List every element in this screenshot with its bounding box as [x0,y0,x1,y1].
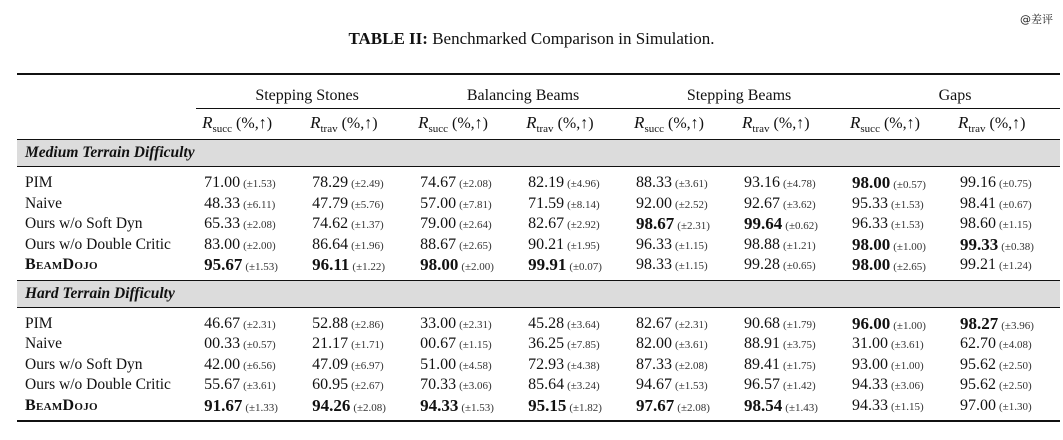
group-header: Gaps [844,75,1060,109]
cell-std: (±1.71) [351,339,384,352]
cell-std: (±2.08) [677,401,710,414]
cell-std: (±3.06) [891,380,924,393]
group-header: Stepping Stones [196,75,412,109]
cell-std: (±2.50) [999,380,1032,393]
cell-value: 82.19 [528,174,565,192]
cell-value: 88.91 [744,335,781,353]
table-cell [412,235,520,256]
table-cell [736,167,844,194]
method-header [17,75,196,109]
cell-value: 36.25 [528,335,565,353]
cell-value: 47.09 [312,355,349,373]
table-cell [196,375,304,396]
cell-std: (±3.06) [459,380,492,393]
table-cell [304,255,412,280]
cell-std: (±1.53) [461,401,494,414]
table-cell [628,214,736,235]
cell-value: 70.33 [420,376,457,394]
metric-header-row [17,109,1060,140]
cell-value: 82.00 [636,335,673,353]
table-cell [736,355,844,376]
cell-std: (±4.08) [999,339,1032,352]
cell-std: (±2.31) [459,318,492,331]
cell-value: 92.67 [744,194,781,212]
cell-value: 99.91 [528,255,567,275]
cell-value: 97.00 [960,396,996,414]
cell-std: (±0.38) [1001,240,1034,253]
cell-std: (±3.61) [243,380,276,393]
table-cell [412,355,520,376]
cell-value: 94.26 [312,395,351,415]
table-cell [628,396,736,422]
table-cell [952,255,1060,280]
cell-std: (±0.57) [893,179,926,192]
cell-value: 72.93 [528,355,565,373]
metric-header: $R_{trav}$ (%,↑) [526,112,594,136]
cell-value: 31.00 [852,335,889,353]
table-cell [412,167,520,194]
table-cell [628,194,736,215]
cell-std: (±3.75) [783,339,816,352]
cell-value: 47.79 [312,194,349,212]
cell-std: (±2.00) [243,239,276,252]
table-row [17,375,1060,396]
cell-std: (±6.11) [243,198,276,211]
cell-value: 95.62 [960,376,996,394]
method-name: Ours w/o Double Critic [25,376,171,394]
cell-std: (±1.30) [999,400,1032,413]
cell-value: 88.33 [636,174,673,192]
cell-std: (±3.64) [567,318,600,331]
cell-value: 98.00 [420,255,459,275]
cell-std: (±4.96) [567,178,600,191]
cell-std: (±3.61) [891,339,924,352]
cell-value: 00.33 [204,335,241,353]
cell-value: 45.28 [528,314,565,332]
table-cell [844,255,952,280]
cell-value: 33.00 [420,314,457,332]
table-cell [520,235,628,256]
method-name: Ours w/o Soft Dyn [25,355,143,373]
cell-value: 96.00 [852,313,891,333]
table-cell [304,194,412,215]
cell-value: 78.29 [312,174,349,192]
cell-std: (±3.96) [1001,319,1034,332]
cell-std: (±1.75) [783,359,816,372]
table-cell [844,194,952,215]
cell-std: (±1.21) [783,239,816,252]
cell-value: 95.62 [960,355,996,373]
cell-std: (±0.07) [569,261,602,274]
cell-value: 98.00 [852,234,891,254]
table-cell [412,396,520,422]
cell-value: 83.00 [204,235,241,253]
cell-std: (±2.65) [893,261,926,274]
cell-std: (±2.08) [675,359,708,372]
table-row [17,194,1060,215]
metric-header: $R_{succ}$ (%,↑) [634,112,704,136]
table-cell [520,255,628,280]
cell-value: 98.88 [744,235,781,253]
cell-value: 87.33 [636,355,673,373]
table-cell [736,255,844,280]
section-header [17,140,1060,167]
cell-value: 99.16 [960,174,996,192]
cell-std: (±6.97) [351,359,384,372]
table-cell [196,194,304,215]
cell-value: 52.88 [312,314,349,332]
cell-std: (±1.24) [999,260,1032,273]
cell-std: (±6.56) [243,359,276,372]
table-cell [844,334,952,355]
table-row [17,396,1060,422]
cell-value: 98.60 [960,215,996,233]
cell-std: (±1.15) [891,400,924,413]
table-row [17,214,1060,235]
table-cell [196,308,304,335]
table-cell [304,375,412,396]
table-cell [412,334,520,355]
cell-value: 51.00 [420,355,457,373]
cell-std: (±2.00) [461,261,494,274]
method-name: PIM [25,174,53,192]
table-cell [304,167,412,194]
cell-value: 93.16 [744,174,781,192]
table-cell [520,214,628,235]
cell-std: (±1.22) [352,261,386,274]
cell-std: (±1.53) [243,178,276,191]
table-cell [412,308,520,335]
table-cell [628,308,736,335]
table-cell [952,214,1060,235]
method-name: BeamDojo [25,396,98,414]
method-name: Ours w/o Double Critic [25,235,171,253]
cell-value: 79.00 [420,215,457,233]
table-cell [196,214,304,235]
metric-header: $R_{trav}$ (%,↑) [310,112,378,136]
cell-value: 74.67 [420,174,457,192]
table-cell [520,355,628,376]
cell-std: (±1.96) [351,239,384,252]
benchmark-table [17,73,1060,422]
table-cell [628,167,736,194]
cell-value: 95.33 [852,194,889,212]
cell-std: (±4.78) [783,178,816,191]
caption-text: Benchmarked Comparison in Simulation. [432,29,715,48]
table-cell [844,167,952,194]
cell-value: 88.67 [420,235,457,253]
cell-std: (±2.08) [459,178,492,191]
cell-value: 42.00 [204,355,241,373]
group-header-row [17,75,1060,109]
cell-value: 86.64 [312,235,349,253]
table-row [17,334,1060,355]
cell-std: (±0.75) [999,178,1032,191]
cell-std: (±3.24) [567,380,600,393]
cell-value: 74.62 [312,215,349,233]
table-cell [736,194,844,215]
cell-value: 99.28 [744,256,781,274]
table-cell [304,308,412,335]
table-cell [628,235,736,256]
cell-value: 99.33 [960,234,999,254]
cell-value: 99.21 [960,256,996,274]
table-cell [844,235,952,256]
section-header [17,281,1060,308]
table-cell [844,396,952,422]
cell-std: (±1.00) [893,240,926,253]
cell-std: (±1.15) [675,239,708,252]
cell-std: (±2.31) [243,318,276,331]
cell-value: 21.17 [312,335,349,353]
cell-value: 90.68 [744,314,781,332]
bottom-rule [17,421,1060,422]
cell-std: (±7.85) [567,339,600,352]
table-cell [412,375,520,396]
cell-value: 98.00 [852,255,891,275]
cell-value: 94.33 [852,396,889,414]
cell-value: 90.21 [528,235,565,253]
table-cell [736,214,844,235]
cell-std: (±2.50) [999,359,1032,372]
cell-std: (±1.53) [675,380,708,393]
cell-std: (±1.53) [891,198,924,211]
table-cell [952,167,1060,194]
cell-value: 98.41 [960,194,996,212]
table-row [17,167,1060,194]
cell-value: 91.67 [204,395,243,415]
cell-std: (±0.67) [999,198,1032,211]
table-cell [520,308,628,335]
cell-std: (±2.52) [675,198,708,211]
cell-value: 82.67 [528,215,565,233]
table-caption [0,29,1063,49]
method-name: Ours w/o Soft Dyn [25,215,143,233]
table-cell [196,334,304,355]
section-title: Medium Terrain Difficulty [17,140,1060,167]
table-cell [628,255,736,280]
table-body [17,74,1060,422]
cell-std: (±3.62) [783,198,816,211]
cell-value: 98.67 [636,214,675,234]
caption-label: TABLE II: [348,29,428,48]
cell-std: (±2.65) [459,239,492,252]
cell-value: 97.67 [636,395,675,415]
cell-value: 98.27 [960,313,999,333]
cell-value: 98.00 [852,173,891,193]
cell-std: (±1.00) [893,319,926,332]
table-cell [196,396,304,422]
cell-std: (±1.15) [999,219,1032,232]
cell-value: 00.67 [420,335,457,353]
cell-std: (±1.43) [785,401,818,414]
cell-std: (±2.64) [459,219,492,232]
table-cell [196,235,304,256]
table-cell [736,375,844,396]
table-cell [628,355,736,376]
cell-value: 94.33 [852,376,889,394]
cell-value: 94.33 [420,395,459,415]
table-cell [952,308,1060,335]
method-name: Naive [25,194,63,212]
cell-value: 46.67 [204,314,241,332]
cell-value: 94.67 [636,376,673,394]
table-cell [952,235,1060,256]
cell-value: 98.54 [744,395,783,415]
cell-value: 96.33 [636,235,673,253]
group-header: Stepping Beams [628,75,844,109]
table-cell [952,334,1060,355]
table-cell [952,355,1060,376]
table-cell [628,334,736,355]
table-cell [952,396,1060,422]
cell-value: 82.67 [636,314,673,332]
cell-std: (±1.37) [351,219,384,232]
table-cell [196,167,304,194]
table-row [17,355,1060,376]
table-cell [304,396,412,422]
cell-value: 95.67 [204,255,243,275]
cell-std: (±1.42) [783,380,816,393]
cell-value: 99.64 [744,214,783,234]
table-cell [520,167,628,194]
table-cell [844,375,952,396]
cell-std: (±1.82) [569,401,602,414]
table-cell [520,194,628,215]
cell-std: (±5.76) [351,198,384,211]
cell-value: 92.00 [636,194,673,212]
cell-std: (±2.92) [567,219,600,232]
cell-std: (±1.95) [567,239,600,252]
metric-header: $R_{succ}$ (%,↑) [202,112,273,136]
cell-std: (±2.31) [677,220,710,233]
cell-std: (±4.38) [567,359,600,372]
cell-std: (±3.61) [675,339,708,352]
cell-std: (±1.53) [245,261,278,274]
table-cell [952,194,1060,215]
method-name: PIM [25,314,53,332]
cell-std: (±0.62) [785,220,818,233]
cell-std: (±2.08) [243,219,276,232]
cell-value: 48.33 [204,194,241,212]
cell-value: 85.64 [528,376,565,394]
table-cell [304,214,412,235]
table-cell [196,255,304,280]
cell-value: 98.33 [636,256,673,274]
cell-value: 65.33 [204,215,241,233]
metric-header: $R_{trav}$ (%,↑) [958,112,1026,136]
cell-std: (±7.81) [459,198,492,211]
cell-std: (±8.14) [567,198,600,211]
metric-header: $R_{succ}$ (%,↑) [418,112,488,136]
table-cell [736,334,844,355]
cell-std: (±0.57) [243,339,276,352]
cell-std: (±2.08) [353,401,386,414]
table-cell [628,375,736,396]
cell-std: (±2.67) [351,380,384,393]
cell-value: 71.59 [528,194,565,212]
table-cell [520,334,628,355]
metric-header: $R_{succ}$ (%,↑) [850,112,920,136]
table-cell [196,355,304,376]
method-name: BeamDojo [25,256,98,274]
table-cell [736,308,844,335]
cell-value: 96.33 [852,215,889,233]
cell-std: (±1.00) [891,359,924,372]
cell-value: 95.15 [528,395,567,415]
metric-header: $R_{trav}$ (%,↑) [742,112,810,136]
method-name: Naive [25,335,63,353]
cell-std: (±1.33) [245,401,278,414]
table-cell [412,194,520,215]
table-cell [952,375,1060,396]
watermark-text: @差评 [1020,13,1053,26]
cell-std: (±2.31) [675,318,708,331]
cell-std: (±2.49) [351,178,384,191]
cell-value: 55.67 [204,376,241,394]
cell-std: (±1.15) [675,260,708,273]
cell-value: 96.57 [744,376,781,394]
cell-std: (±1.15) [459,339,492,352]
cell-std: (±3.61) [675,178,708,191]
table-cell [844,214,952,235]
cell-value: 71.00 [204,174,241,192]
cell-value: 89.41 [744,355,781,373]
table-cell [736,396,844,422]
table-cell [844,355,952,376]
table-cell [520,396,628,422]
cell-value: 57.00 [420,194,457,212]
section-title: Hard Terrain Difficulty [17,281,1060,308]
cell-std: (±1.53) [891,219,924,232]
table-cell [844,308,952,335]
cell-value: 93.00 [852,355,889,373]
table-cell [736,235,844,256]
cell-std: (±2.86) [351,318,384,331]
group-header: Balancing Beams [412,75,628,109]
table-row [17,255,1060,280]
table-cell [412,255,520,280]
table-row [17,308,1060,335]
table-cell [304,235,412,256]
table-cell [412,214,520,235]
table-row [17,235,1060,256]
cell-value: 62.70 [960,335,996,353]
cell-value: 96.11 [312,255,350,275]
cell-value: 60.95 [312,376,349,394]
cell-std: (±0.65) [783,260,816,273]
table-cell [304,334,412,355]
table-cell [304,355,412,376]
cell-std: (±1.79) [783,318,816,331]
cell-std: (±4.58) [459,359,492,372]
table-cell [520,375,628,396]
